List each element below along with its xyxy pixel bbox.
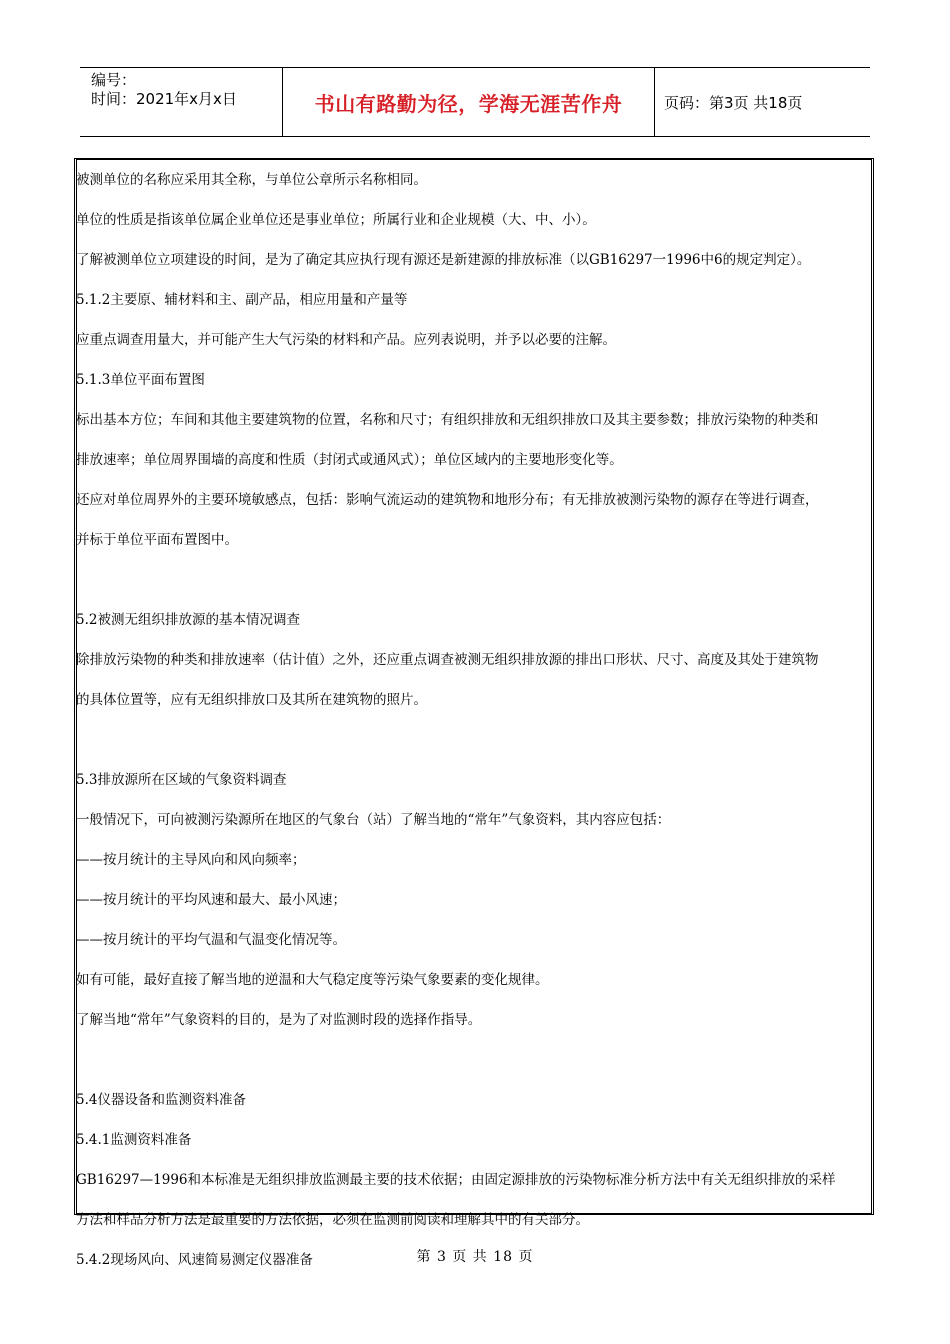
list-item: ——按月统计的平均风速和最大、最小风速； [76, 892, 346, 908]
section-heading: 5.1.3单位平面布置图 [76, 372, 205, 388]
paragraph: 的具体位置等，应有无组织排放口及其所在建筑物的照片。 [76, 692, 427, 708]
section-heading: 5.3排放源所在区域的气象资料调查 [76, 772, 287, 788]
header-page-info: 页码：第3页 共18页 [664, 93, 803, 112]
paragraph: 被测单位的名称应采用其全称，与单位公章所示名称相同。 [76, 172, 427, 188]
section-heading: 5.4.1监测资料准备 [76, 1132, 192, 1148]
paragraph: 一般情况下，可向被测污染源所在地区的气象台（站）了解当地的“常年”气象资料，其内容应包括： [76, 812, 671, 828]
paragraph: 并标于单位平面布置图中。 [76, 532, 238, 548]
section-heading: 5.2被测无组织排放源的基本情况调查 [76, 612, 300, 628]
paragraph: 应重点调查用量大，并可能产生大气污染的材料和产品。应列表说明，并予以必要的注解。 [76, 332, 616, 348]
document-date: 时间：2021年x月x日 [91, 90, 237, 108]
paragraph: 方法和样品分析方法是最重要的方法依据，必须在监测前阅读和理解其中的有关部分。 [76, 1212, 589, 1228]
list-item: ——按月统计的主导风向和风向频率； [76, 852, 306, 868]
paragraph: 排放速率；单位周界围墙的高度和性质（封闭式或通风式）；单位区域内的主要地形变化等。 [76, 452, 623, 468]
paragraph: 如有可能，最好直接了解当地的逆温和大气稳定度等污染气象要素的变化规律。 [76, 972, 549, 988]
paragraph: 标出基本方位；车间和其他主要建筑物的位置，名称和尺寸；有组织排放和无组织排放口及其主要参数；排放污染物的种类和 [76, 412, 819, 428]
paragraph: 除排放污染物的种类和排放速率（估计值）之外，还应重点调查被测无组织排放源的排出口形状、尺寸、高度及其处于建筑物 [76, 652, 819, 668]
section-heading: 5.4仪器设备和监测资料准备 [76, 1092, 246, 1108]
document-body [76, 170, 871, 1270]
paragraph: 了解当地“常年”气象资料的目的，是为了对监测时段的选择作指导。 [76, 1012, 482, 1028]
section-heading: 5.1.2主要原、辅材料和主、副产品，相应用量和产量等 [76, 292, 408, 308]
header-info-cell [80, 68, 283, 136]
page-footer: 第 3 页 共 18 页 [416, 1249, 534, 1265]
paragraph: 单位的性质是指该单位属企业单位还是事业单位；所属行业和企业规模（大、中、小）。 [76, 212, 596, 228]
paragraph: GB16297—1996和本标准是无组织排放监测最主要的技术依据；由固定源排放的污染物标准分析方法中有关无组织排放的采样 [76, 1172, 836, 1188]
header-motto: 书山有路勤为径，学海无涯苦作舟 [283, 68, 655, 136]
paragraph: 了解被测单位立项建设的时间，是为了确定其应执行现有源还是新建源的排放标准（以GB16297一1996中6的规定判定）。 [76, 252, 811, 268]
paragraph: 还应对单位周界外的主要环境敏感点，包括：影响气流运动的建筑物和地形分布；有无排放被测污染物的源存在等进行调查， [76, 492, 819, 508]
list-item: ——按月统计的平均气温和气温变化情况等。 [76, 932, 346, 948]
section-heading: 5.4.2现场风向、风速简易测定仪器准备 [76, 1252, 313, 1268]
page-header [80, 67, 870, 137]
document-number-label: 编号： [91, 71, 137, 89]
